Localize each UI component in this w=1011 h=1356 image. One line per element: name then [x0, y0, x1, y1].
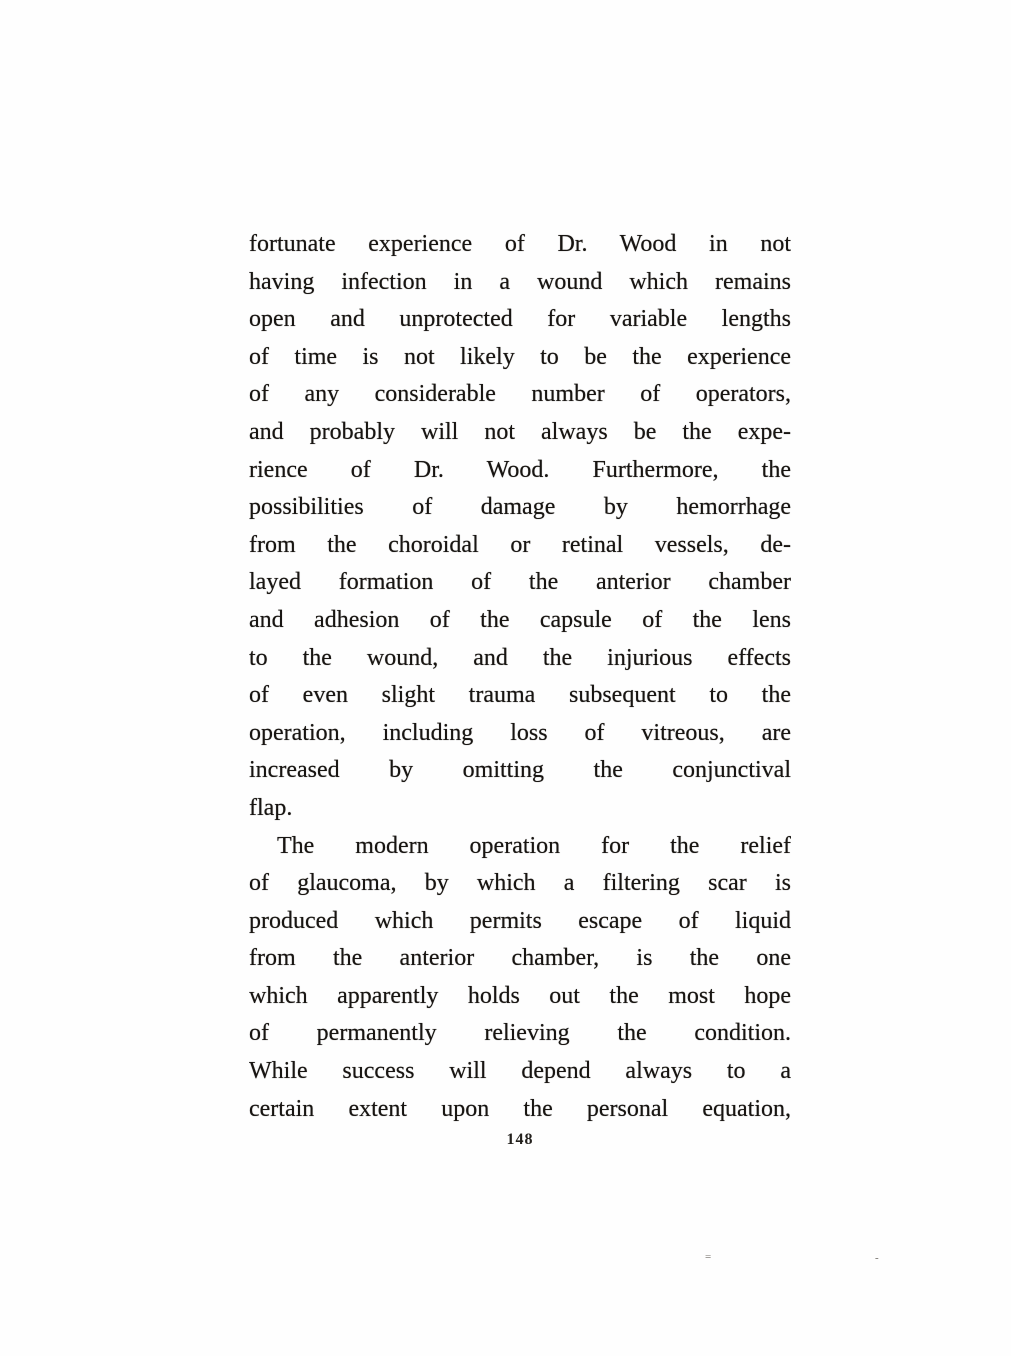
scan-artifact: =: [705, 1251, 712, 1263]
text-line: possibilities of damage by hemorrhage: [249, 494, 791, 521]
text-line: certain extent upon the personal equation,: [249, 1095, 791, 1122]
text-line: fortunate experience of Dr. Wood in not: [249, 231, 791, 257]
scan-artifact: -: [875, 1252, 879, 1264]
text-line: The modern operation for the relief: [277, 832, 791, 859]
text-line: open and unprotected for variable lengths: [249, 306, 791, 333]
text-line: to the wound, and the injurious effects: [249, 644, 791, 671]
text-line: having infection in a wound which remains: [249, 268, 791, 295]
text-line: operation, including loss of vitreous, are: [249, 719, 791, 746]
text-line: of permanently relieving the condition.: [249, 1020, 791, 1047]
paragraph: [249, 828, 791, 1129]
text-line: While success will depend always to a: [249, 1058, 791, 1085]
text-line: and probably will not always be the expe-: [249, 418, 791, 445]
page-number: 148: [506, 1131, 534, 1148]
text-line: from the anterior chamber, is the one: [249, 945, 791, 972]
text-line: which apparently holds out the most hope: [249, 982, 791, 1009]
text-line: and adhesion of the capsule of the lens: [249, 606, 791, 633]
text-line: increased by omitting the conjunctival: [249, 757, 791, 784]
body-text: [249, 226, 791, 1128]
text-line: produced which permits escape of liquid: [249, 907, 791, 934]
text-line: layed formation of the anterior chamber: [249, 569, 791, 596]
paragraph: [249, 226, 791, 828]
text-line: from the choroidal or retinal vessels, de-: [249, 531, 791, 558]
text-line: rience of Dr. Wood. Furthermore, the: [249, 456, 791, 483]
text-line: of time is not likely to be the experience: [249, 343, 791, 370]
text-line: of even slight trauma subsequent to the: [249, 682, 791, 709]
text-line: of any considerable number of operators,: [249, 381, 791, 408]
text-line: of glaucoma, by which a filtering scar is: [249, 870, 791, 897]
text-line: flap.: [249, 794, 293, 821]
